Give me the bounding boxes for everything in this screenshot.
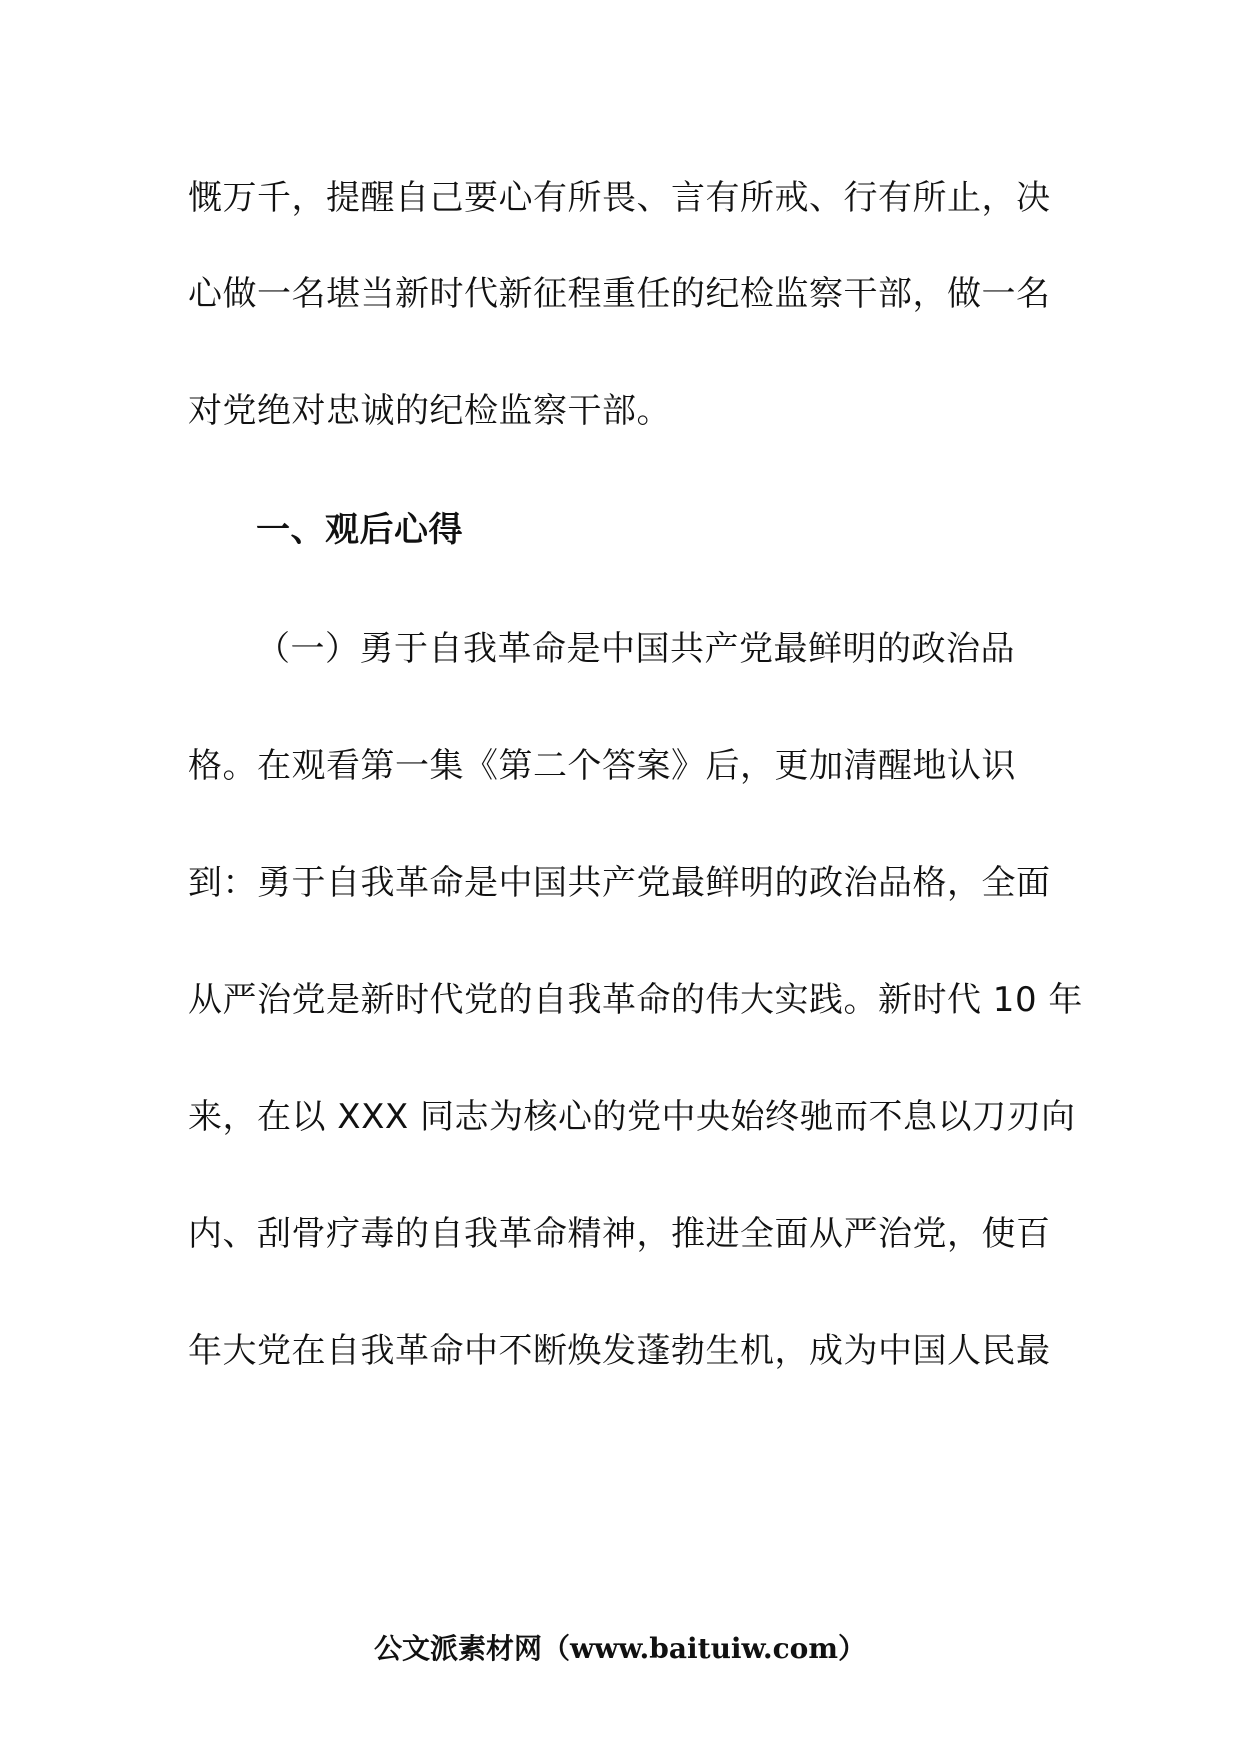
body-line-4: 从严治党是新时代党的自我革命的伟大实践。新时代 10 年 [188,980,1083,1020]
paragraph-line-3: 对党绝对忠诚的纪检监察干部。 [188,391,671,431]
body-line-2: 格。在观看第一集《第二个答案》后，更加清醒地认识 [188,746,1016,786]
body-line-5: 来，在以 XXX 同志为核心的党中央始终驰而不息以刀刃向 [188,1097,1076,1137]
body-line-6: 内、刮骨疗毒的自我革命精神，推进全面从严治党，使百 [188,1214,1051,1254]
section-heading: 一、观后心得 [256,510,463,550]
paragraph-line-2: 心做一名堪当新时代新征程重任的纪检监察干部，做一名 [188,274,1051,314]
footer-source: 公文派素材网（www.baituiw.com） [374,1632,866,1665]
body-line-3: 到：勇于自我革命是中国共产党最鲜明的政治品格，全面 [188,863,1051,903]
subsection-heading-line: （一）勇于自我革命是中国共产党最鲜明的政治品 [256,629,1015,669]
body-line-7: 年大党在自我革命中不断焕发蓬勃生机，成为中国人民最 [188,1331,1051,1371]
paragraph-line-1: 慨万千，提醒自己要心有所畏、言有所戒、行有所止，决 [188,178,1051,218]
